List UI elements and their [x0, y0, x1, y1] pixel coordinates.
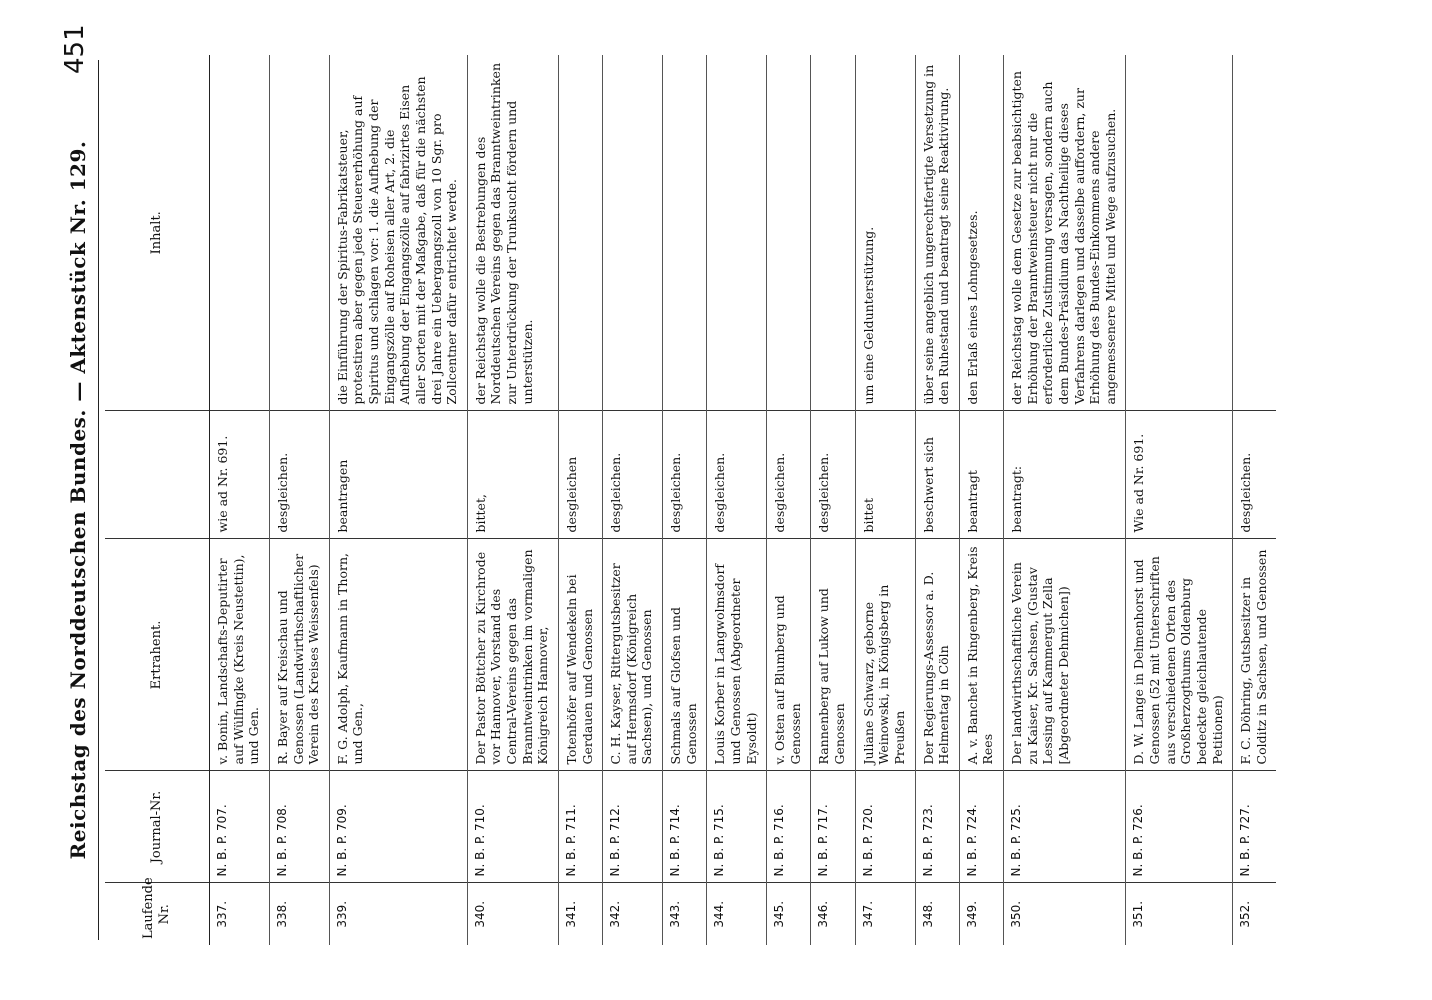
cell-content: [767, 55, 811, 411]
cell-petitioner: C. H. Kayser, Rittergutsbesitzer auf Hermsdorf (Königreich Sachsen), und Genossen: [603, 539, 663, 771]
cell-running-number: 348.: [915, 883, 959, 945]
table-row: [915, 55, 959, 945]
table-row: [558, 55, 602, 945]
cell-petitioner: Juliane Schwarz, geborne Weinowski, in Königsberg in Preußen: [855, 539, 915, 771]
table-row: [1233, 55, 1277, 945]
cell-journal-number: N. B. P. 725.: [1004, 771, 1126, 883]
cell-journal-number: N. B. P. 709.: [329, 771, 467, 883]
cell-running-number: 342.: [603, 883, 663, 945]
table-row: [811, 55, 855, 945]
cell-petitioner: Louis Korber in Langwolmsdorf und Genossen (Abgeordneter Eysoldt): [707, 539, 767, 771]
cell-journal-number: N. B. P. 717.: [811, 771, 855, 883]
cell-content: den Erlaß eines Lohngesetzes.: [959, 55, 1003, 411]
col-header-running-number: Laufende Nr.: [105, 883, 210, 945]
cell-petitioner: Der Regierungs-Assessor a. D. Helmentag in Cöln: [915, 539, 959, 771]
cell-journal-number: N. B. P. 708.: [269, 771, 329, 883]
cell-request-verb: desgleichen.: [603, 411, 663, 539]
table-row: [663, 55, 707, 945]
cell-petitioner: D. W. Lange in Delmenhorst und Genossen (52 mit Unterschriften aus verschiedenen Orten des Großherzogthums Oldenburg bedeckte gleichlautende Petitionen): [1126, 539, 1233, 771]
cell-content: [663, 55, 707, 411]
cell-petitioner: Schmals auf Glofsen und Genossen: [663, 539, 707, 771]
table-row: [959, 55, 1003, 945]
col-header-content: Inhalt.: [105, 55, 210, 411]
cell-request-verb: desgleichen.: [707, 411, 767, 539]
cell-request-verb: desgleichen.: [663, 411, 707, 539]
cell-journal-number: N. B. P. 723.: [915, 771, 959, 883]
cell-journal-number: N. B. P. 712.: [603, 771, 663, 883]
cell-request-verb: bittet: [855, 411, 915, 539]
cell-running-number: 341.: [558, 883, 602, 945]
cell-content: [1126, 55, 1233, 411]
cell-running-number: 343.: [663, 883, 707, 945]
cell-journal-number: N. B. P. 711.: [558, 771, 602, 883]
cell-request-verb: beantragen: [329, 411, 467, 539]
cell-running-number: 339.: [329, 883, 467, 945]
cell-request-verb: desgleichen.: [269, 411, 329, 539]
cell-content: [811, 55, 855, 411]
cell-running-number: 351.: [1126, 883, 1233, 945]
cell-content: über seine angeblich ungerechtfertigte Versetzung in den Ruhestand und beantragt seine Reaktivirung.: [915, 55, 959, 411]
table-row: [329, 55, 467, 945]
cell-journal-number: N. B. P. 724.: [959, 771, 1003, 883]
cell-request-verb: desgleichen.: [811, 411, 855, 539]
cell-content: der Reichstag wolle die Bestrebungen des Norddeutschen Vereins gegen das Branntweintrinken zur Unterdrückung der Trunksucht fördern und unterstützen.: [467, 55, 558, 411]
col-header-verb: [105, 411, 210, 539]
cell-content: [269, 55, 329, 411]
header-rule: [98, 60, 99, 940]
cell-journal-number: N. B. P. 727.: [1233, 771, 1277, 883]
cell-petitioner: v. Osten auf Blumberg und Genossen: [767, 539, 811, 771]
cell-request-verb: wie ad Nr. 691.: [210, 411, 270, 539]
cell-content: [210, 55, 270, 411]
cell-running-number: 352.: [1238, 900, 1253, 928]
page-number: 451: [60, 24, 90, 74]
table-row: [269, 55, 329, 945]
cell-petitioner: F. G. Adolph, Kaufmann in Thorn, und Gen.,: [329, 539, 467, 771]
cell-content: [558, 55, 602, 411]
cell-petitioner: v. Bonin, Landschafts-Deputirter auf Wülfingke (Kreis Neustettin), und Gen.: [210, 539, 270, 771]
cell-running-number: 337.: [210, 883, 270, 945]
cell-content: [603, 55, 663, 411]
cell-running-number: 350.: [1004, 883, 1126, 945]
cell-content: der Reichstag wolle dem Gesetze zur beabsichtigten Erhöhung der Branntweinsteuer nicht nur die erforderliche Zustimmung versagen, sondern auch dem Bundes-Präsidium das Nachtheilige dieses Verfahrens darlegen und dasselbe auffordern, zur Erhöhung des Bundes-Einkommens andere angemessenere Mittel und Wege aufzusuchen.: [1004, 55, 1126, 411]
table-row: [1126, 55, 1233, 945]
cell-petitioner: Rannenberg auf Lukow und Genossen: [811, 539, 855, 771]
cell-journal-number: N. B. P. 707.: [210, 771, 270, 883]
cell-journal-number: N. B. P. 714.: [663, 771, 707, 883]
table-row: [707, 55, 767, 945]
petition-table: [105, 55, 1276, 945]
cell-petitioner: A. v. Banchet in Ringenberg, Kreis Rees: [959, 539, 1003, 771]
cell-journal-number: N. B. P. 726.: [1126, 771, 1233, 883]
col-header-petitioner: Ertrahent.: [105, 539, 210, 771]
cell-request-verb: beantragt:: [1004, 411, 1126, 539]
table-row: [467, 55, 558, 945]
cell-petitioner: F. C. Döhring, Gutsbesitzer in Colditz in Sachsen, und Genossen: [1233, 539, 1277, 771]
cell-running-number: 338.: [269, 883, 329, 945]
cell-request-verb: Wie ad Nr. 691.: [1126, 411, 1233, 539]
cell-request-verb: desgleichen.: [767, 411, 811, 539]
cell-request-verb: desgleichen: [558, 411, 602, 539]
cell-content: die Einführung der Spiritus-Fabrikatsteuer, protestiren aber gegen jede Steuererhöhung auf Spiritus und schlagen vor: 1. die Aufhebung der Eingangszölle auf Roheisen aller Art, 2. die Aufhebung der Eingangszölle auf fabrizirtes Eisen aller Sorten mit der Maßgabe, daß für die nächsten drei Jahre ein Uebergangszoll von 10 Sgr. pro Zollcentner dafür entrichtet werde.: [329, 55, 467, 411]
cell-content: [707, 55, 767, 411]
cell-running-number: 344.: [707, 883, 767, 945]
cell-journal-number: N. B. P. 716.: [767, 771, 811, 883]
cell-running-number: 347.: [855, 883, 915, 945]
cell-running-number: 345.: [767, 883, 811, 945]
cell-request-verb: beantragt: [959, 411, 1003, 539]
table-row: [210, 55, 270, 945]
table-row: [767, 55, 811, 945]
cell-running-number: 349.: [959, 883, 1003, 945]
cell-journal-number: N. B. P. 715.: [707, 771, 767, 883]
col-header-journal-number: Journal-Nr.: [105, 771, 210, 883]
table-row: [603, 55, 663, 945]
page-title: Reichstag des Norddeutschen Bundes. — Aktenstück Nr. 129.: [66, 140, 90, 860]
table-row: [1004, 55, 1126, 945]
cell-petitioner: Der Pastor Böttcher zu Kirchrode vor Hannover, Vorstand des Central-Vereins gegen das Branntweintrinken im vormaligen Königreich Hannover,: [467, 539, 558, 771]
cell-content: [1233, 55, 1277, 411]
table-header-row: [105, 55, 210, 945]
cell-running-number: 340.: [467, 883, 558, 945]
cell-request-verb: bittet,: [467, 411, 558, 539]
cell-journal-number: N. B. P. 710.: [467, 771, 558, 883]
table-row: [855, 55, 915, 945]
cell-request-verb: desgleichen.: [1233, 411, 1277, 539]
cell-request-verb: beschwert sich: [915, 411, 959, 539]
cell-running-number: 346.: [811, 883, 855, 945]
cell-petitioner: R. Bayer auf Kreischau und Genossen (Landwirthschaftlicher Verein des Kreises Weissenfels): [269, 539, 329, 771]
page-header: [58, 0, 98, 1000]
cell-petitioner: Der landwirthschaftliche Verein zu Kaiser, Kr. Sachsen, (Gustav Lessing auf Kammergut Zella [Abgeordneter Dehmichen]): [1004, 539, 1126, 771]
cell-journal-number: N. B. P. 720.: [855, 771, 915, 883]
cell-content: um eine Geldunterstützung.: [855, 55, 915, 411]
cell-petitioner: Totenhöfer auf Wendekeln bei Gerdauen und Genossen: [558, 539, 602, 771]
